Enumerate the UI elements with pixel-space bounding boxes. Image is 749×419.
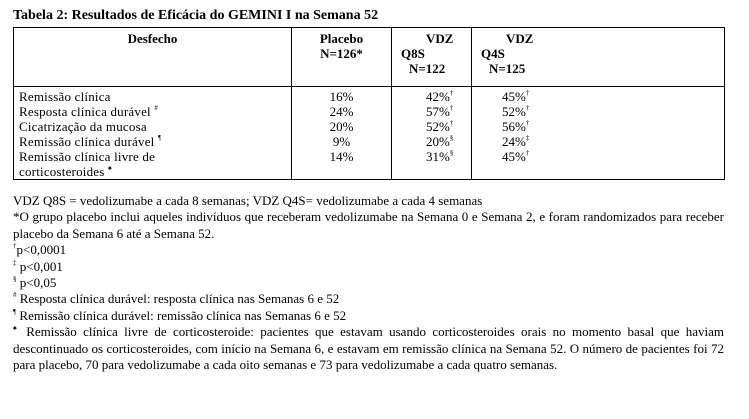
header-placebo [292, 28, 392, 87]
row-q8s: 52%† [392, 119, 472, 134]
row-outcome: Resposta clínica durável # [14, 104, 292, 119]
table-header-row [14, 28, 725, 87]
footnote-p1: †p<0,0001 [13, 242, 67, 258]
table-title: Tabela 2: Resultados de Eficácia do GEMINI I na Semana 52 [13, 8, 379, 23]
row-q8s: 42%† [392, 87, 472, 105]
row-outcome: Remissão clínica durável ¶ [14, 134, 292, 149]
footnote-placebo: *O grupo placebo inclui aqueles indivíduos que receberam vedolizumabe na Semana 0 e Semana 2, e foram randomizados para receber placebo da Semana 6 até a Semana 52. [13, 209, 724, 241]
row-q4s: 45%† [472, 87, 725, 105]
header-q8s-n: N=122 [409, 61, 446, 76]
footnote-abbreviations: VDZ Q8S = vedolizumabe a cada 8 semanas; VDZ Q4S= vedolizumabe a cada 4 semanas [13, 193, 483, 208]
header-outcome [14, 28, 292, 87]
header-vdz-q8s [392, 28, 472, 87]
row-placebo: 16% [292, 87, 392, 105]
header-q8s-drug: VDZ [426, 31, 454, 46]
row-q8s: 20%§ [392, 134, 472, 149]
row-outcome: Remissão clínica livre de corticosteroides ♠ [14, 149, 292, 180]
header-q4s-regimen: Q4S [481, 46, 505, 61]
table-row [14, 134, 725, 149]
row-q8s: 31%§ [392, 149, 472, 180]
table-row [14, 87, 725, 105]
header-q4s-n: N=125 [489, 61, 526, 76]
header-q4s-drug: VDZ [506, 31, 534, 46]
header-placebo-label: Placebo [319, 31, 364, 46]
table-row [14, 149, 725, 180]
row-outcome: Remissão clínica [14, 87, 292, 105]
table-row [14, 119, 725, 134]
row-placebo: 9% [292, 134, 392, 149]
footnote-p3: § p<0,05 [13, 275, 57, 291]
row-outcome: Cicatrização da mucosa [14, 119, 292, 134]
footnote-p2: ‡ p<0,001 [13, 258, 63, 274]
row-placebo: 20% [292, 119, 392, 134]
efficacy-table [13, 27, 725, 180]
row-placebo: 24% [292, 104, 392, 119]
header-placebo-n: N=126* [320, 46, 363, 61]
row-q8s: 57%† [392, 104, 472, 119]
table-row [14, 104, 725, 119]
footnote-steroid-free: ♠ Remissão clínica livre de corticosteroide: pacientes que estavam usando corticosteroides orais no momento basal que haviam descontinuado os corticosteroides, com início na Semana 6, e estavam em remissão clínica na Semana 52. O número de pacientes foi 72 para placebo, 70 para vedolizumabe a cada oito semanas e 73 para vedolizumabe a cada quatro semanas. [13, 324, 725, 373]
header-outcome-label: Desfecho [127, 31, 178, 46]
row-q4s: 24%‡ [472, 134, 725, 149]
row-q4s: 56%† [472, 119, 725, 134]
row-q4s: 52%† [472, 104, 725, 119]
footnote-durable-response: # Resposta clínica durável: resposta clínica nas Semanas 6 e 52 [13, 291, 340, 307]
header-vdz-q4s [472, 28, 725, 87]
row-q4s: 45%† [472, 149, 725, 180]
footnote-durable-remission: ¶ Remissão clínica durável: remissão clínica nas Semanas 6 e 52 [13, 307, 347, 323]
table-footnotes [13, 193, 724, 373]
row-placebo: 14% [292, 149, 392, 180]
header-q8s-regimen: Q8S [401, 46, 425, 61]
